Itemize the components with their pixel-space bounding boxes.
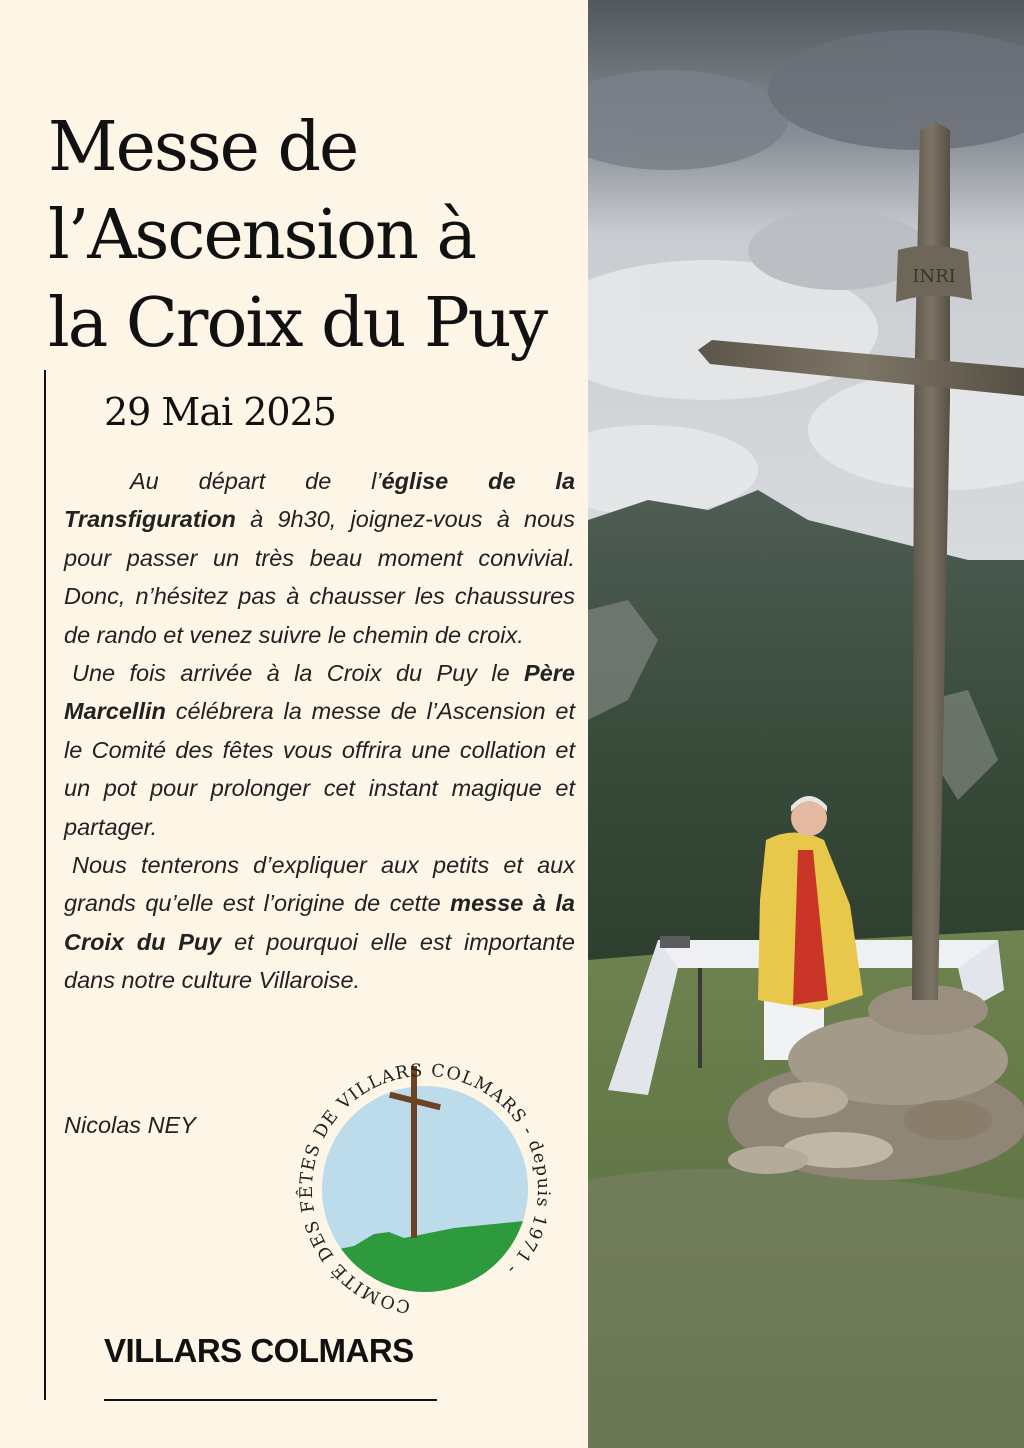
mountain-cross-mass-photo bbox=[588, 0, 1024, 1448]
paragraph-2-text-a: Une fois arrivée à la Croix du Puy le bbox=[72, 660, 525, 687]
paragraph-2-text-b: célébrera la messe de l’Ascension et le Comité des fêtes vous offrira une collation et un pot pour prolonger cet instant magique et partager. bbox=[64, 698, 575, 840]
title-line-3: la Croix du Puy bbox=[48, 284, 546, 363]
village-name: VILLARS COLMARS bbox=[104, 1332, 414, 1369]
cross-sign-text: INRI bbox=[912, 266, 956, 287]
comite-des-fetes-logo bbox=[294, 1058, 556, 1320]
footer-rule bbox=[104, 1399, 437, 1401]
gravel-path bbox=[588, 1169, 1024, 1448]
paragraph-2-bold: Père Marcellin bbox=[64, 660, 575, 725]
paragraph-3-text-a: Nous tenterons d’expliquer aux petits et aux grands qu’elle est l’origine de cette bbox=[64, 852, 575, 917]
paragraph-1 bbox=[64, 462, 575, 654]
paragraph-3-bold: messe à la Croix du Puy bbox=[64, 890, 575, 955]
title-line-1: Messe de bbox=[48, 108, 358, 187]
paragraph-2 bbox=[64, 654, 575, 846]
logo-disc bbox=[294, 1058, 556, 1320]
paragraph-3-text-b: et pourquoi elle est importante dans notre culture Villaroise. bbox=[64, 928, 576, 994]
paragraph-3 bbox=[64, 846, 575, 1000]
event-description bbox=[64, 462, 575, 1000]
paragraph-1-bold: église de la Transfiguration bbox=[64, 468, 576, 533]
event-date: 29 Mai 2025 bbox=[104, 390, 336, 434]
paragraph-1-text-a: Au départ de l’ bbox=[130, 468, 382, 494]
vertical-divider bbox=[44, 370, 46, 1400]
author-signature: Nicolas NEY bbox=[64, 1112, 196, 1138]
logo-ring-text: COMITÉ DES FÊTES DE VILLARS COLMARS - depuis 1971 - bbox=[296, 1060, 554, 1317]
title-line-2: l’Ascension à bbox=[48, 196, 476, 275]
paragraph-1-text-b: à 9h30, joignez-vous à nous pour passer un très beau moment convivial. Donc, n’hésitez pas à chausser les chaussures de rando et venez suivre le chemin de croix. bbox=[64, 506, 575, 648]
poster-title bbox=[48, 104, 593, 368]
